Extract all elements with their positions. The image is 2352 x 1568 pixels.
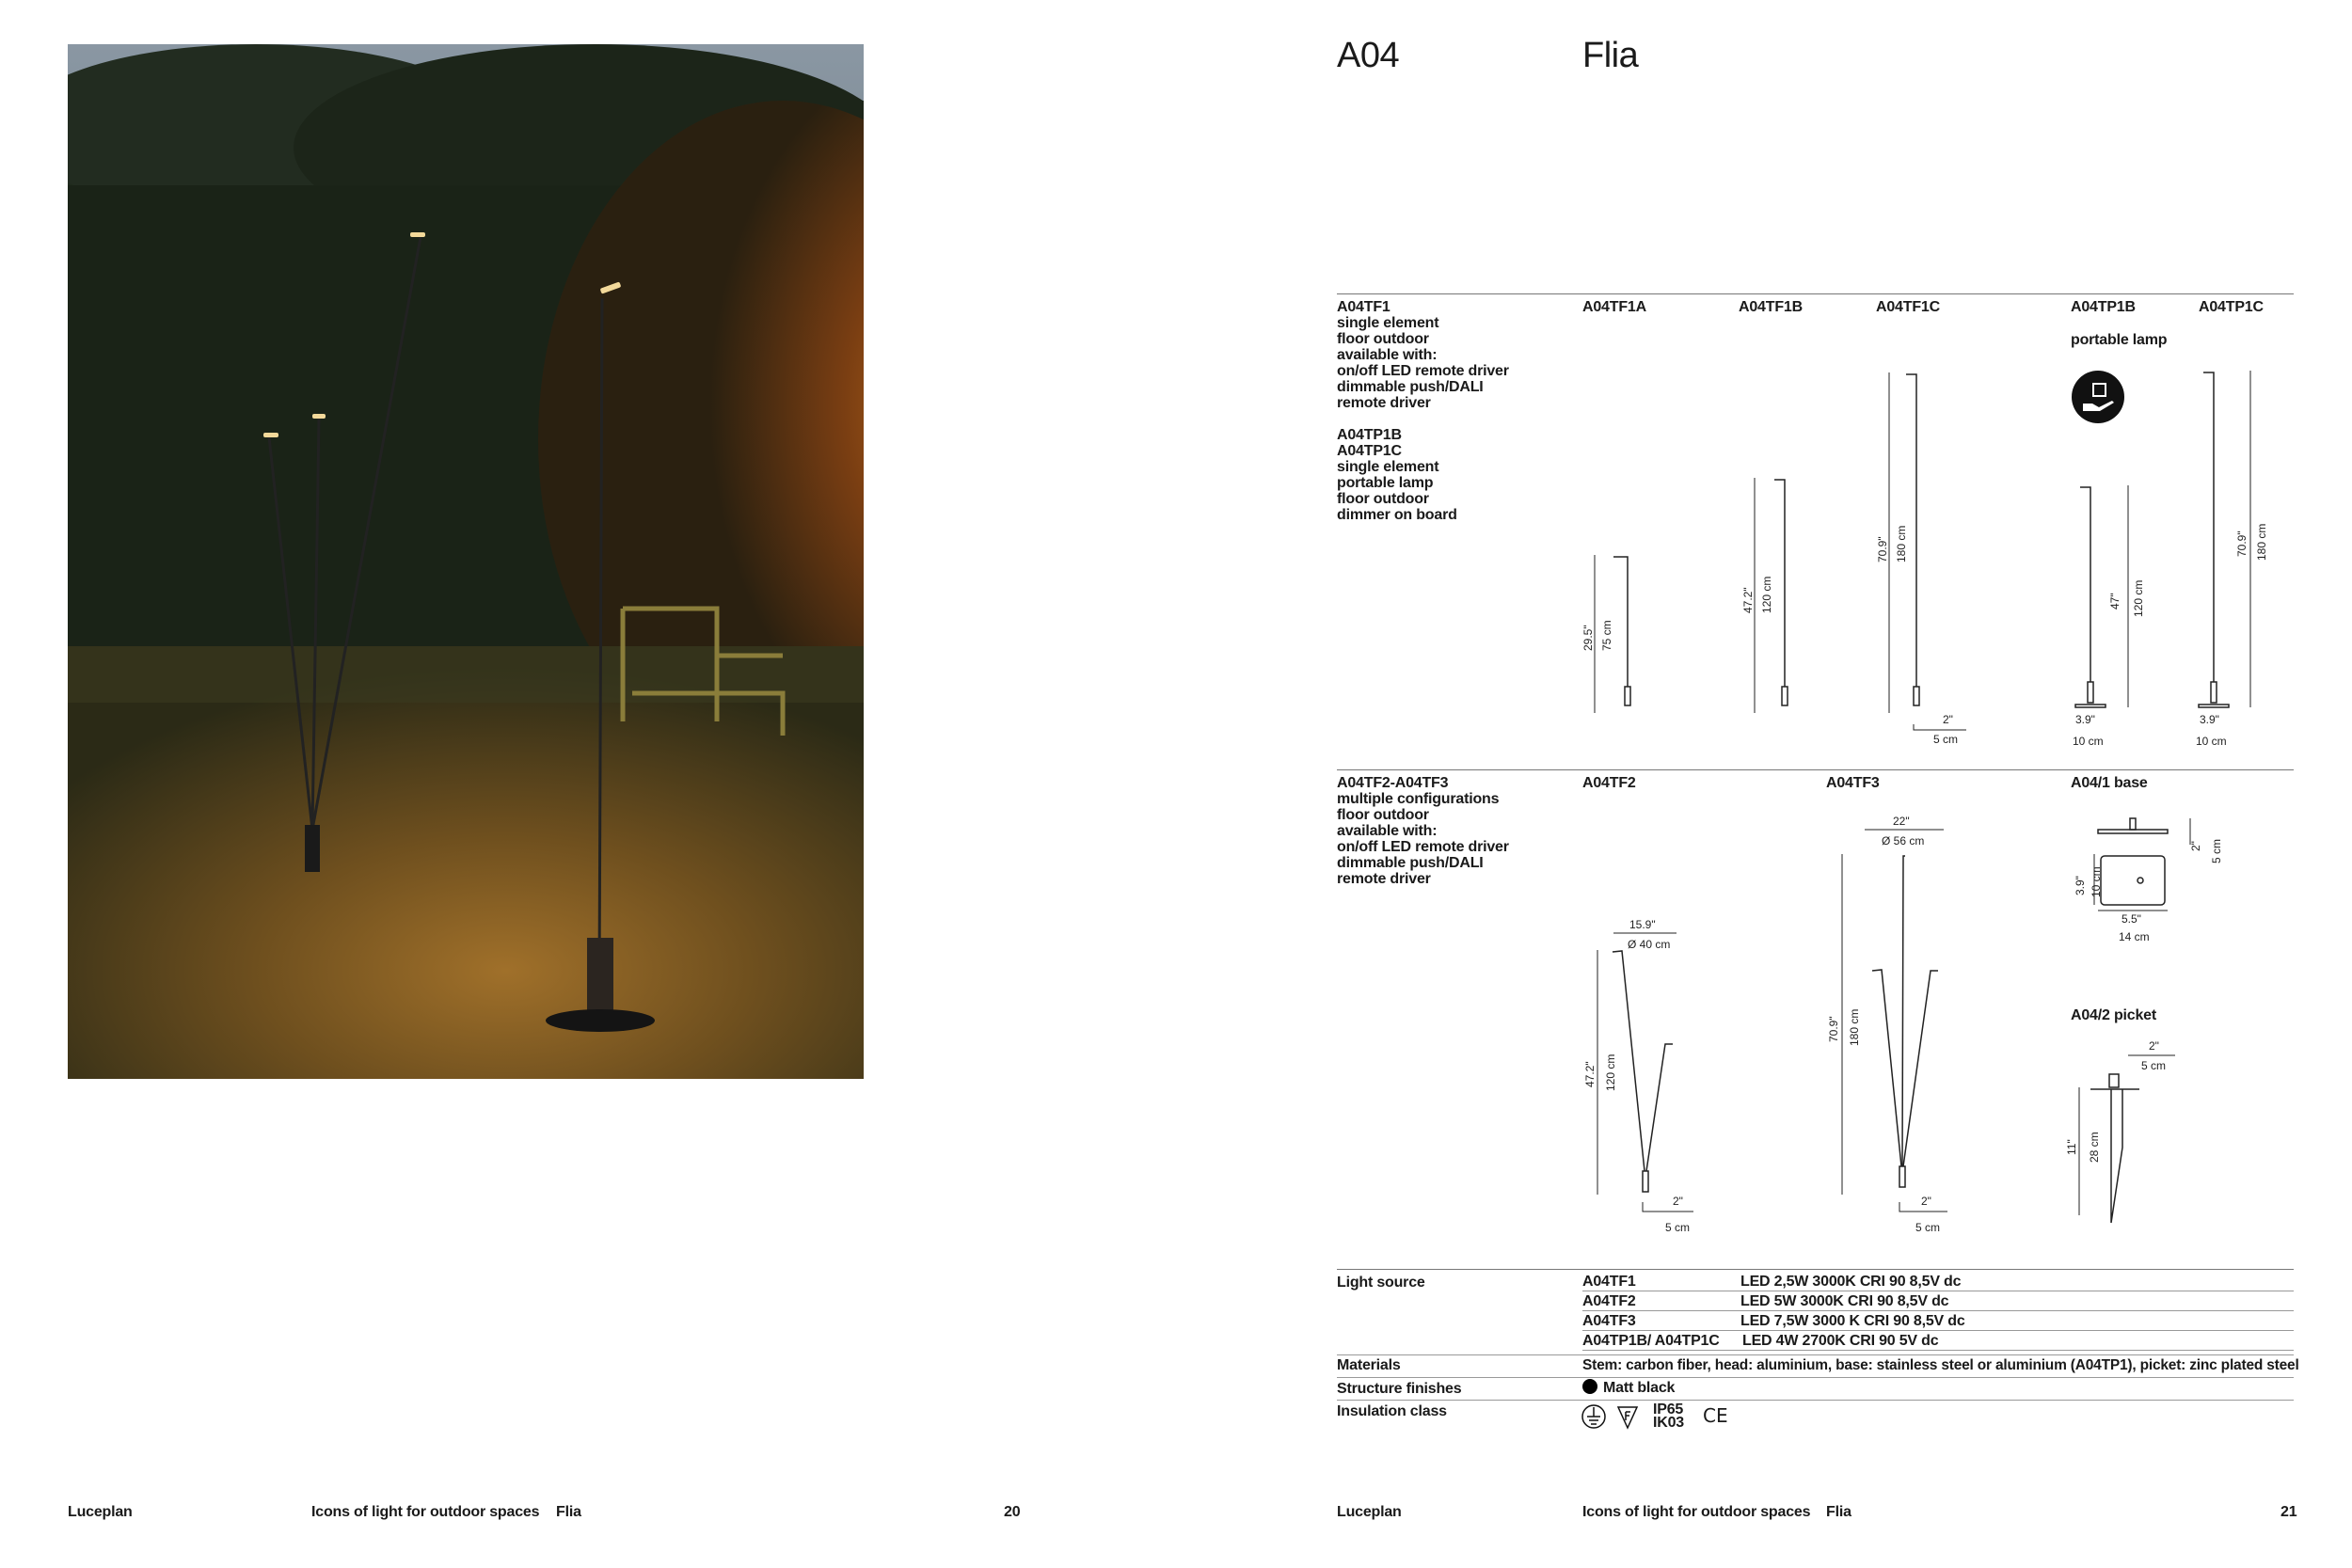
dim-tp1c-base-cm: 10 cm — [2196, 735, 2227, 748]
dim-tp1b-base-in: 3.9" — [2075, 713, 2095, 726]
dim-tf2-base-in: 2" — [1673, 1195, 1683, 1208]
dim-tf3-base-cm: 5 cm — [1915, 1221, 1941, 1234]
dim-base-d-cm: 10 cm — [2090, 866, 2103, 897]
footer-right-series: Icons of light for outdoor spaces — [1582, 1504, 1811, 1520]
dim-tf1c-base-in: 2" — [1943, 713, 1953, 726]
dim-tf1b-cm: 120 cm — [1760, 576, 1773, 613]
light-source-model: A04TP1B/ A04TP1C — [1582, 1333, 1720, 1349]
dim-tp1c-in: 70.9" — [2235, 531, 2249, 557]
dim-picket-h-cm: 28 cm — [2088, 1132, 2101, 1163]
light-source-spec: LED 7,5W 3000 K CRI 90 8,5V dc — [1740, 1313, 1965, 1329]
light-source-label: Light source — [1337, 1275, 1425, 1291]
light-source-model: A04TF3 — [1582, 1313, 1636, 1329]
model-label: A04TF3 — [1826, 775, 1880, 791]
dim-tp1c-base-in: 3.9" — [2200, 713, 2219, 726]
dim-tf3-top-in: 22" — [1893, 815, 1910, 828]
footer-left-page-number: 20 — [1004, 1504, 1021, 1520]
insulation-rule — [1337, 1400, 2294, 1401]
footer-right-product: Flia — [1826, 1504, 1851, 1520]
light-source-row — [1582, 1291, 2294, 1311]
dim-base-w-cm: 14 cm — [2119, 930, 2150, 943]
section-1-rule — [1337, 293, 2294, 294]
model-label: A04TP1C — [2199, 299, 2264, 315]
product-photo — [68, 44, 864, 1079]
product-name: Flia — [1582, 36, 1639, 75]
model-label: A04TF2 — [1582, 775, 1636, 791]
dim-tf3-base-in: 2" — [1921, 1195, 1931, 1208]
dim-tf2-top-in: 15.9" — [1629, 918, 1656, 931]
footer-left-brand: Luceplan — [68, 1504, 133, 1520]
model-label: A04/1 base — [2071, 775, 2148, 791]
dim-tp1b-in: 47" — [2108, 593, 2122, 610]
section-2-rule — [1337, 769, 2294, 770]
product-code: A04 — [1337, 36, 1400, 75]
footer-left-product: Flia — [556, 1504, 581, 1520]
materials-value: Stem: carbon fiber, head: aluminium, base: stainless steel or aluminium (A04TP1), picket: zinc plated steel — [1582, 1357, 2299, 1373]
model-label: A04TF1B — [1739, 299, 1803, 315]
f-mark-icon — [1618, 1407, 1637, 1428]
insulation-label: Insulation class — [1337, 1403, 1447, 1419]
footer-left-series: Icons of light for outdoor spaces — [311, 1504, 540, 1520]
specs-rule — [1337, 1269, 2294, 1270]
ip-rating: IP65 — [1653, 1402, 1684, 1418]
dim-tf1b-in: 47.2" — [1741, 587, 1755, 613]
dim-tf1c-base-cm: 5 cm — [1933, 733, 1959, 746]
finishes-label: Structure finishes — [1337, 1381, 1462, 1397]
dim-tf2-base-cm: 5 cm — [1665, 1221, 1691, 1234]
ce-mark-icon: CE — [1703, 1404, 1728, 1427]
finish-dot-icon — [1582, 1379, 1597, 1394]
dim-tf3-h-cm: 180 cm — [1848, 1008, 1861, 1046]
dim-tp1b-cm: 120 cm — [2132, 579, 2145, 617]
finish-value: Matt black — [1603, 1380, 1676, 1396]
light-source-row — [1582, 1311, 2294, 1331]
dim-tf3-h-in: 70.9" — [1827, 1016, 1840, 1042]
model-label: A04TF1C — [1876, 299, 1940, 315]
dim-base-h-cm: 5 cm — [2210, 838, 2223, 863]
materials-rule — [1337, 1354, 2294, 1355]
dim-tf2-h-cm: 120 cm — [1604, 1053, 1617, 1091]
section-1-drawings — [1571, 357, 2305, 752]
dim-picket-h-in: 11" — [2065, 1139, 2078, 1155]
model-label: A04/2 picket — [2071, 1007, 2156, 1023]
dim-base-d-in: 3.9" — [2074, 876, 2087, 895]
footer-right-page-number: 21 — [2280, 1504, 2297, 1520]
model-label: A04TP1B — [2071, 299, 2136, 315]
light-source-model: A04TF1 — [1582, 1274, 1636, 1290]
materials-label: Materials — [1337, 1357, 1401, 1373]
section-2-description: A04TF2-A04TF3 multiple configurations floor outdoor available with: on/off LED remote driver dimmable push/DALI remote driver — [1337, 775, 1509, 887]
light-source-spec: LED 5W 3000K CRI 90 8,5V dc — [1740, 1293, 1949, 1309]
dim-tf1a-cm: 75 cm — [1600, 620, 1613, 651]
dim-tf1a-in: 29.5" — [1581, 625, 1595, 651]
dim-tp1b-base-cm: 10 cm — [2073, 735, 2104, 748]
model-label: A04TF1A — [1582, 299, 1646, 315]
finish-swatch — [1582, 1379, 1675, 1396]
section-1-description: A04TF1 single element floor outdoor available with: on/off LED remote driver dimmable push/DALI remote driver A04TP1B A04TP1C single element portable lamp floor outdoor dimmer on board — [1337, 299, 1509, 523]
footer-right-brand: Luceplan — [1337, 1504, 1402, 1520]
dim-base-h-in: 2" — [2189, 841, 2202, 851]
dim-base-w-in: 5.5" — [2122, 912, 2141, 926]
dim-tf3-top-cm: Ø 56 cm — [1882, 834, 1925, 847]
light-source-row — [1582, 1331, 2294, 1351]
dim-tf2-top-cm: Ø 40 cm — [1628, 938, 1671, 951]
dim-tp1c-cm: 180 cm — [2255, 523, 2268, 561]
dim-tf2-h-in: 47.2" — [1583, 1061, 1597, 1087]
light-source-spec: LED 2,5W 3000K CRI 90 8,5V dc — [1740, 1274, 1962, 1290]
finishes-rule — [1337, 1377, 2294, 1378]
section-2-drawings — [1571, 809, 2305, 1242]
dim-picket-w-in: 2" — [2149, 1039, 2159, 1053]
portable-lamp-label: portable lamp — [2071, 332, 2168, 348]
dim-picket-w-cm: 5 cm — [2141, 1059, 2167, 1072]
dim-tf1c-cm: 180 cm — [1895, 525, 1908, 562]
dim-tf1c-in: 70.9" — [1876, 536, 1889, 562]
light-source-row — [1582, 1272, 2294, 1291]
light-source-model: A04TF2 — [1582, 1293, 1636, 1309]
light-source-spec: LED 4W 2700K CRI 90 5V dc — [1742, 1333, 1939, 1349]
ik-rating: IK03 — [1653, 1415, 1684, 1431]
